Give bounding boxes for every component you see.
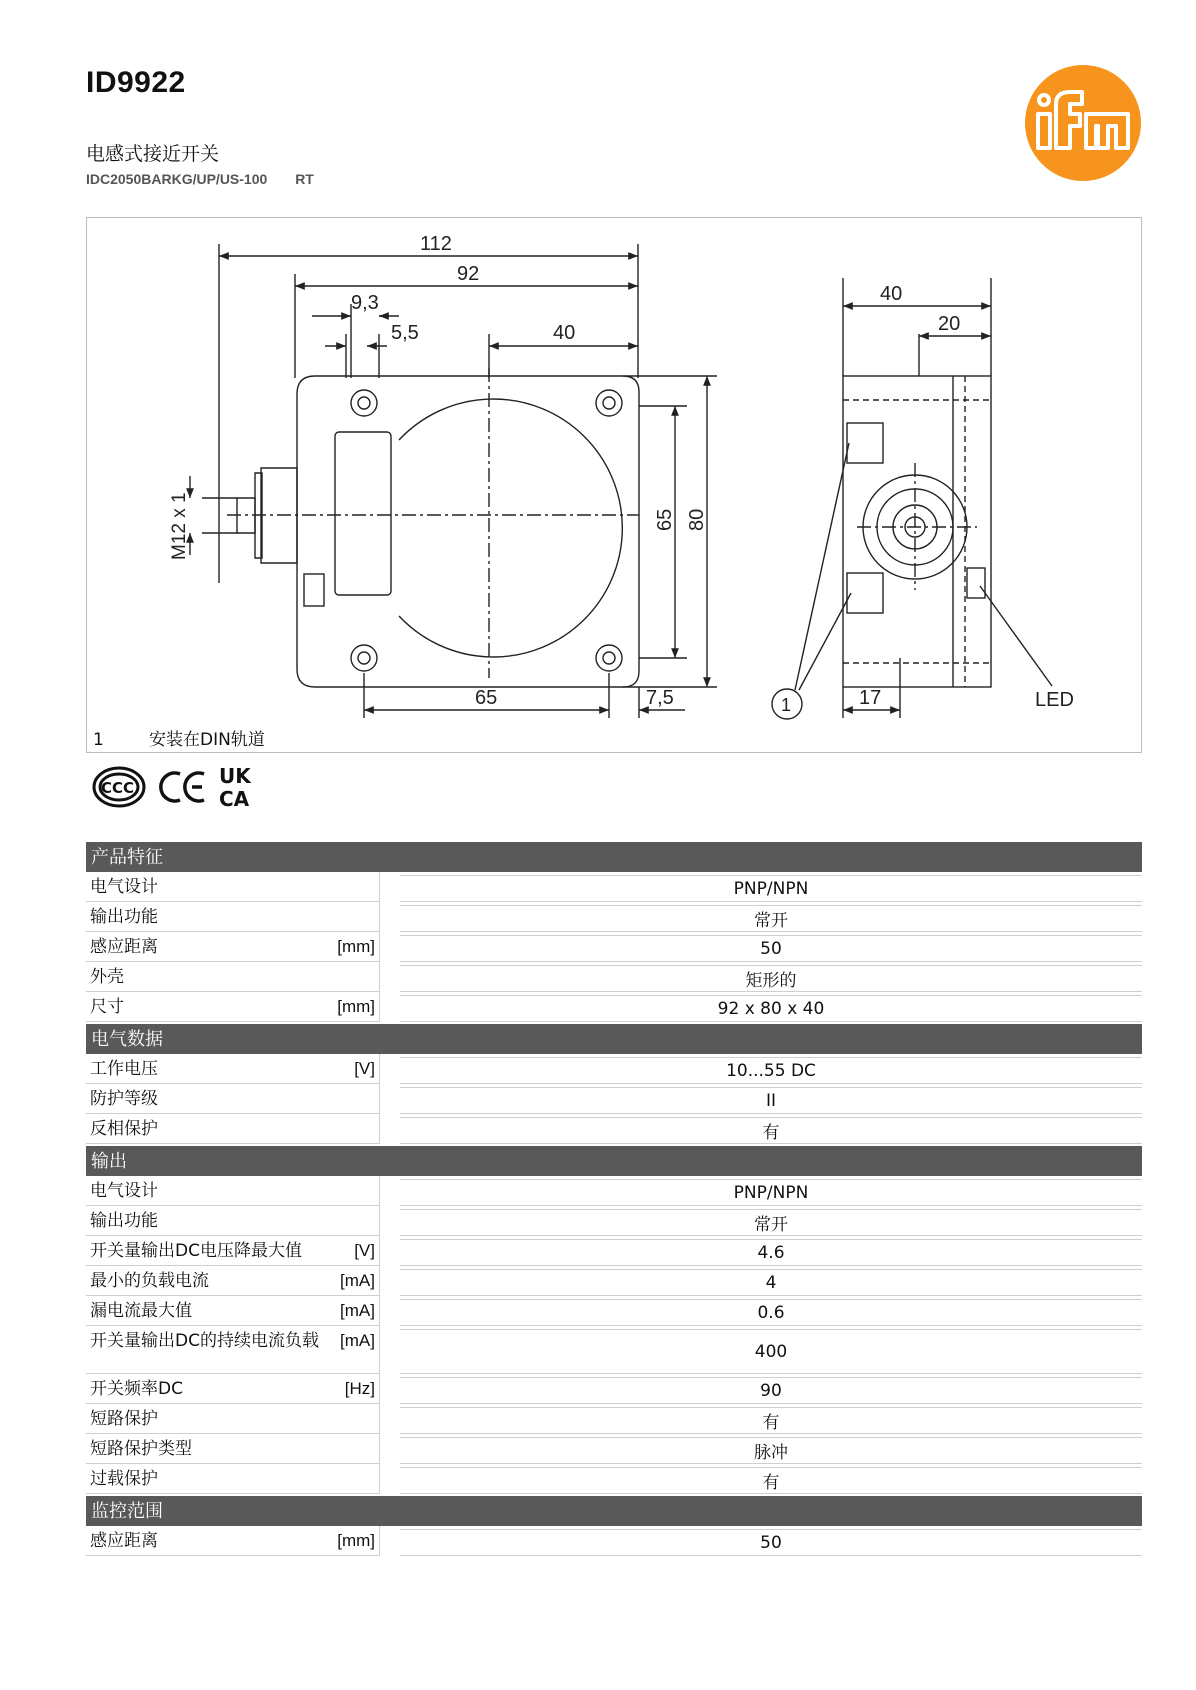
svg-text:CA: CA — [219, 787, 250, 811]
spec-label: 感应距离 — [90, 1531, 158, 1551]
spec-value: 50 — [400, 935, 1142, 962]
spec-value: PNP/NPN — [400, 1179, 1142, 1206]
spec-unit: [mA] — [340, 1301, 375, 1320]
spec-value: 有 — [400, 1117, 1142, 1144]
certification-marks — [92, 762, 272, 812]
section-header: 输出 — [86, 1146, 1142, 1176]
spec-value: 常开 — [400, 1209, 1142, 1236]
spec-label: 电气设计 — [90, 1181, 158, 1201]
ifm-logo-icon — [1024, 64, 1142, 182]
callout-1: 1 — [781, 695, 792, 715]
legend-number: 1 — [93, 730, 104, 750]
spec-label-cell — [86, 992, 380, 1022]
side-dim-20: 20 — [938, 313, 961, 335]
spec-row — [86, 1404, 1142, 1434]
spec-unit: [mm] — [337, 1531, 375, 1550]
spec-label-cell — [86, 1114, 380, 1144]
section-header: 电气数据 — [86, 1024, 1142, 1054]
spec-label-cell — [86, 1236, 380, 1266]
spec-value: 90 — [400, 1377, 1142, 1404]
spec-row — [86, 932, 1142, 962]
spec-row — [86, 1236, 1142, 1266]
spec-label: 输出功能 — [90, 907, 158, 927]
led-label: LED — [1035, 689, 1074, 711]
dimension-drawing-svg — [87, 218, 1143, 754]
dim-65-left: 65 — [654, 508, 676, 531]
spec-label: 感应距离 — [90, 937, 158, 957]
spec-label: 开关频率DC — [90, 1379, 183, 1399]
spec-label: 电气设计 — [90, 877, 158, 897]
spec-unit: [Hz] — [344, 1379, 375, 1398]
spec-value: 4.6 — [400, 1239, 1142, 1266]
spec-unit: [mm] — [337, 937, 375, 956]
spec-label-cell — [86, 1374, 380, 1404]
spec-label-cell — [86, 1464, 380, 1494]
dim-m12: M12 x 1 — [169, 492, 190, 560]
dim-7-5: 7,5 — [646, 687, 674, 709]
section-header: 产品特征 — [86, 842, 1142, 872]
spec-label-cell — [86, 1526, 380, 1556]
spec-label: 漏电流最大值 — [90, 1301, 192, 1321]
spec-label: 工作电压 — [90, 1059, 158, 1079]
spec-value: 10...55 DC — [400, 1057, 1142, 1084]
legend-text: 安装在DIN轨道 — [149, 730, 265, 750]
dim-40: 40 — [553, 322, 576, 344]
spec-value: 常开 — [400, 905, 1142, 932]
spec-row — [86, 872, 1142, 902]
spec-value: 脉冲 — [400, 1437, 1142, 1464]
spec-value: 矩形的 — [400, 965, 1142, 992]
dim-112: 112 — [420, 233, 452, 255]
ccc-mark-icon — [94, 768, 144, 806]
spec-label: 短路保护类型 — [90, 1439, 192, 1459]
spec-label-cell — [86, 1434, 380, 1464]
spec-label: 防护等级 — [90, 1089, 158, 1109]
spec-value: II — [400, 1087, 1142, 1114]
spec-unit: [mm] — [337, 997, 375, 1016]
spec-table — [86, 840, 1142, 1556]
spec-row — [86, 1434, 1142, 1464]
spec-label-cell — [86, 962, 380, 992]
spec-unit: [mA] — [340, 1331, 375, 1350]
ce-mark-icon — [161, 773, 204, 801]
article-code: IDC2050BARKG/UP/US-100 — [86, 171, 268, 187]
spec-unit: [V] — [354, 1059, 375, 1078]
spec-row — [86, 992, 1142, 1022]
dimension-drawing — [86, 217, 1142, 753]
product-code — [86, 171, 314, 187]
spec-unit: [V] — [354, 1241, 375, 1260]
spec-row — [86, 962, 1142, 992]
spec-row — [86, 1296, 1142, 1326]
spec-row — [86, 902, 1142, 932]
spec-label-cell — [86, 1054, 380, 1084]
spec-row — [86, 1326, 1142, 1374]
spec-label-cell — [86, 1084, 380, 1114]
spec-label-cell — [86, 1296, 380, 1326]
section-header: 监控范围 — [86, 1496, 1142, 1526]
spec-label-cell — [86, 1206, 380, 1236]
svg-text:UK: UK — [219, 764, 251, 788]
spec-label: 开关量输出DC的持续电流负载 — [90, 1331, 319, 1351]
spec-value: 0.6 — [400, 1299, 1142, 1326]
side-dim-17: 17 — [859, 687, 882, 709]
spec-row — [86, 1374, 1142, 1404]
spec-value: 92 x 80 x 40 — [400, 995, 1142, 1022]
spec-label: 开关量输出DC电压降最大值 — [90, 1241, 302, 1261]
dim-9-3: 9,3 — [351, 292, 379, 314]
spec-label-cell — [86, 1404, 380, 1434]
spec-row — [86, 1464, 1142, 1494]
dim-5-5: 5,5 — [391, 322, 419, 344]
spec-row — [86, 1206, 1142, 1236]
spec-label-cell — [86, 872, 380, 902]
spec-label: 外壳 — [90, 967, 124, 987]
spec-value: 有 — [400, 1467, 1142, 1494]
spec-label-cell — [86, 902, 380, 932]
spec-row — [86, 1526, 1142, 1556]
ukca-mark-icon — [219, 764, 252, 811]
spec-row — [86, 1176, 1142, 1206]
spec-row — [86, 1266, 1142, 1296]
spec-value: 50 — [400, 1529, 1142, 1556]
dim-65-bottom: 65 — [475, 687, 498, 709]
spec-value: 有 — [400, 1407, 1142, 1434]
code-suffix: RT — [295, 171, 314, 187]
spec-unit: [mA] — [340, 1271, 375, 1290]
svg-text:CCC: CCC — [101, 779, 135, 797]
spec-row — [86, 1114, 1142, 1144]
spec-label: 反相保护 — [90, 1119, 158, 1139]
spec-label-cell — [86, 932, 380, 962]
spec-value: 400 — [400, 1329, 1142, 1374]
spec-label: 输出功能 — [90, 1211, 158, 1231]
spec-label: 最小的负载电流 — [90, 1271, 209, 1291]
dim-80: 80 — [686, 508, 708, 531]
spec-label: 短路保护 — [90, 1409, 158, 1429]
spec-label-cell — [86, 1266, 380, 1296]
spec-label-cell — [86, 1326, 380, 1374]
spec-label: 过载保护 — [90, 1469, 158, 1489]
side-dim-40: 40 — [880, 283, 903, 305]
spec-row — [86, 1084, 1142, 1114]
spec-value: 4 — [400, 1269, 1142, 1296]
spec-label: 尺寸 — [90, 997, 124, 1017]
product-title: ID9922 — [86, 66, 186, 99]
spec-value: PNP/NPN — [400, 875, 1142, 902]
spec-label-cell — [86, 1176, 380, 1206]
dim-92: 92 — [457, 263, 480, 285]
product-subtitle: 电感式接近开关 — [86, 143, 220, 165]
spec-row — [86, 1054, 1142, 1084]
